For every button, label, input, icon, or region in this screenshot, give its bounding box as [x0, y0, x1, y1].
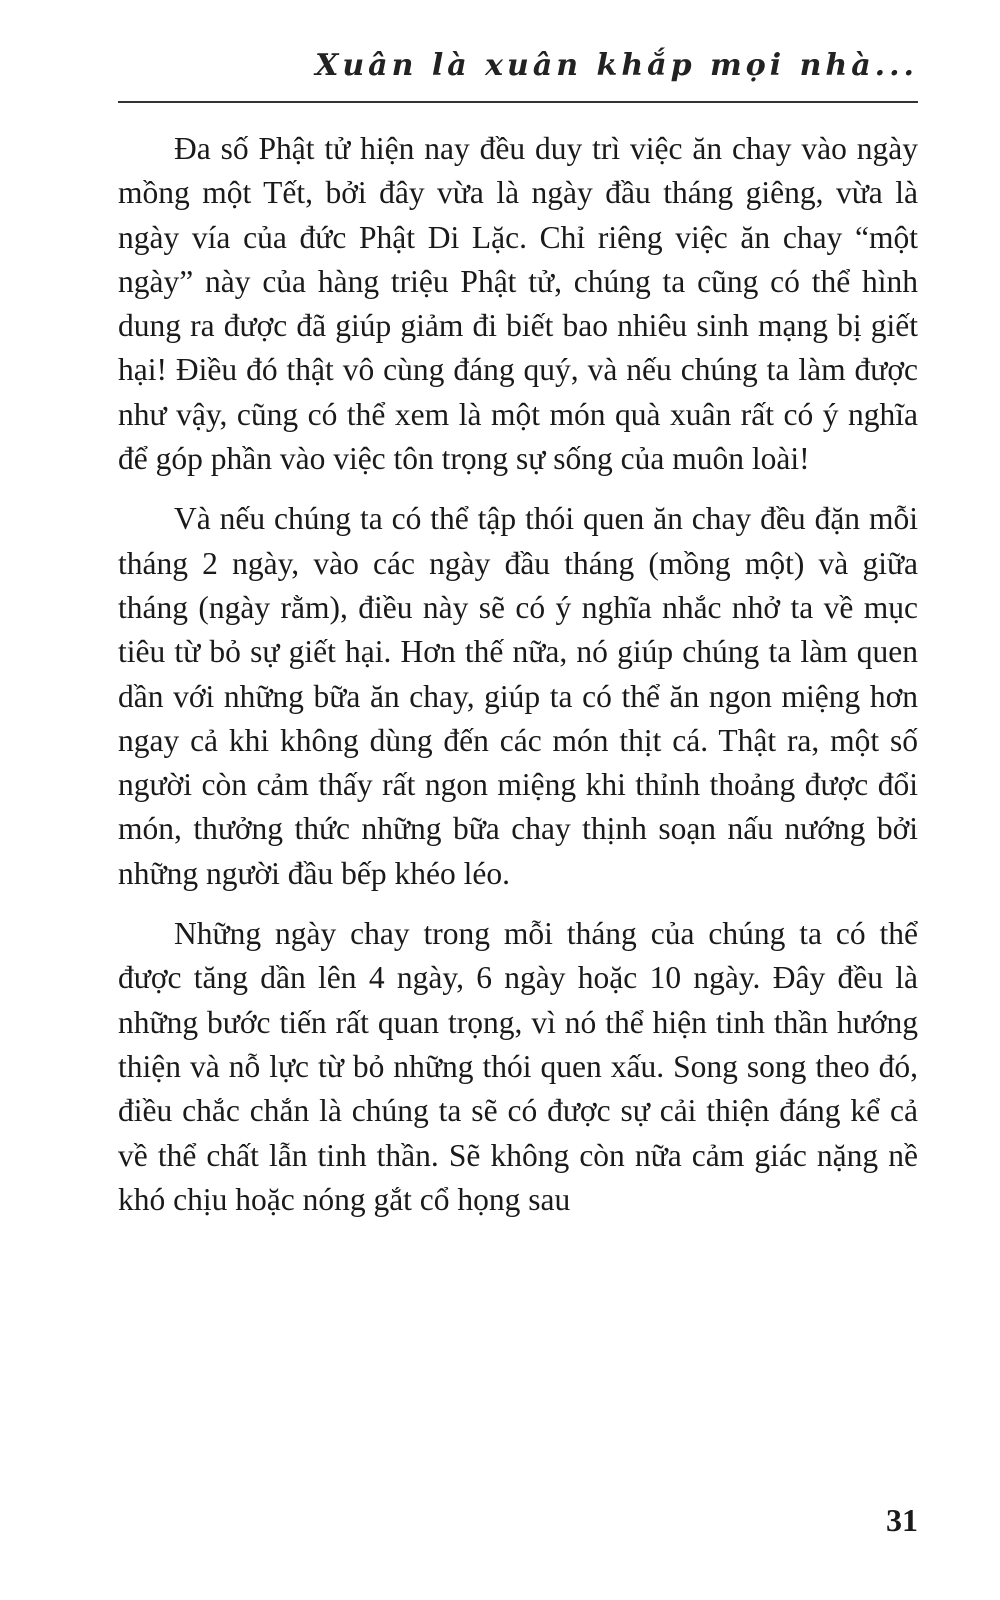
paragraph: Những ngày chay trong mỗi tháng của chúng ta có thể được tăng dần lên 4 ngày, 6 ngày hoặc 10 ngày. Đây đều là những bước tiến rất quan trọng, vì nó thể hiện tinh thần hướng thiện và nỗ lực từ bỏ những thói quen xấu. Song song theo đó, điều chắc chắn là chúng ta sẽ có được sự cải thiện đáng kể cả về thể chất lẫn tinh thần. Sẽ không còn nữa cảm giác nặng nề khó chịu hoặc nóng gắt cổ họng sau [118, 916, 918, 1217]
running-header: Xuân là xuân khắp mọi nhà... [315, 48, 918, 83]
paragraph: Đa số Phật tử hiện nay đều duy trì việc ăn chay vào ngày mồng một Tết, bởi đây vừa là ngày đầu tháng giêng, vừa là ngày vía của đức Phật Di Lặc. Chỉ riêng việc ăn chay “một ngày” này của hàng triệu Phật tử, chúng ta cũng có thể hình dung ra được đã giúp giảm đi biết bao nhiêu sinh mạng bị giết hại! Điều đó thật vô cùng đáng quý, và nếu chúng ta làm được như vậy, cũng có thể xem là một món quà xuân rất có ý nghĩa để góp phần vào việc tôn trọng sự sống của muôn loài! [118, 131, 918, 477]
paragraph: Và nếu chúng ta có thể tập thói quen ăn chay đều đặn mỗi tháng 2 ngày, vào các ngày đầu tháng (mồng một) và giữa tháng (ngày rằm), điều này sẽ có ý nghĩa nhắc nhở ta về mục tiêu từ bỏ sự giết hại. Hơn thế nữa, nó giúp chúng ta làm quen dần với những bữa ăn chay, giúp ta có thể ăn ngon miệng hơn ngay cả khi không dùng đến các món thịt cá. Thật ra, một số người còn cảm thấy rất ngon miệng khi thỉnh thoảng được đổi món, thưởng thức những bữa chay thịnh soạn nấu nướng bởi những người đầu bếp khéo léo. [118, 501, 918, 891]
header-divider [118, 101, 918, 103]
page-number: 31 [886, 1502, 918, 1538]
body-text [118, 127, 918, 1238]
